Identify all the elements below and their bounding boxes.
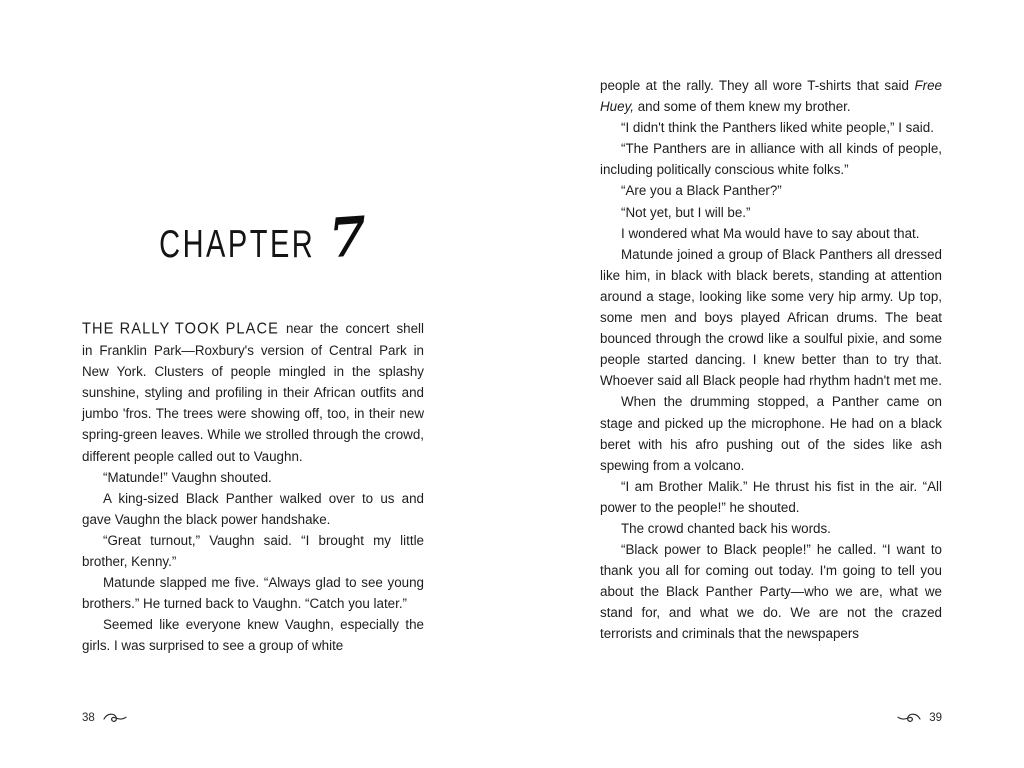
paragraph — [600, 75, 942, 117]
right-page-body — [600, 0, 942, 645]
italic-title: Free Huey, — [600, 78, 942, 115]
paragraph: “Matunde!” Vaughn shouted. — [103, 469, 272, 485]
paragraph: “The Panthers are in alliance with all kinds of people, including politically conscious white folks.” — [600, 141, 942, 178]
paragraph: A king-sized Black Panther walked over to us and gave Vaughn the black power handshake. — [82, 490, 424, 527]
swash-ornament-icon — [896, 712, 922, 724]
paragraph: I wondered what Ma would have to say about that. — [621, 225, 920, 241]
swash-ornament-icon — [102, 712, 128, 724]
paragraph-text: near the concert shell in Franklin Park—Roxbury's version of Central Park in New York. Clusters of people mingled in the splashy sunshine, styling and profiling in their African outfits and jumbo 'fros. The trees were showing off, too, in their new spring-green leaves. While we strolled through the crowd, different people called out to Vaughn. — [82, 321, 424, 464]
chapter-label: CHAPTER — [159, 223, 316, 267]
folio-left — [82, 712, 128, 724]
paragraph: Matunde joined a group of Black Panthers all dressed like him, in black with black berets, standing at attention around a stage, looking like some very hip army. Up top, some men and boys played African drums. The beat bounced through the crowd like a soulful pixie, and some people started dancing. I knew better than to try that. Whoever said all Black people had rhythm hadn't met me. — [600, 246, 942, 389]
page-number: 39 — [929, 712, 942, 724]
paragraph: “Not yet, but I will be.” — [621, 204, 751, 220]
paragraph — [82, 318, 424, 467]
paragraph-text: people at the rally. They all wore T-shirts that said — [600, 78, 915, 93]
paragraph: When the drumming stopped, a Panther came on stage and picked up the microphone. He had on a black beret with his afro pushing out of the sides like ash spewing from a volcano. — [600, 394, 942, 473]
page-number: 38 — [82, 712, 95, 724]
paragraph: “Great turnout,” Vaughn said. “I brought my little brother, Kenny.” — [82, 532, 424, 570]
paragraph: “I am Brother Malik.” He thrust his fist in the air. “All power to the people!” he shouted. — [600, 478, 942, 515]
left-page-body — [82, 268, 424, 657]
chapter-heading-inner — [159, 203, 369, 271]
paragraph: The crowd chanted back his words. — [621, 520, 831, 536]
opening-phrase: THE RALLY TOOK PLACE — [82, 320, 279, 338]
chapter-heading — [82, 0, 424, 271]
paragraph: Matunde slapped me five. “Always glad to see young brothers.” He turned back to Vaughn. “Catch you later.” — [82, 575, 424, 612]
paragraph-text-after: and some of them knew my brother. — [634, 99, 851, 115]
paragraph: “Black power to Black people!” he called. “I want to thank you all for coming out today. I'm going to tell you about the Black Panther Party—who we are, what we stand for, and what we do. We are not the crazed terrorists and criminals that the newspapers — [600, 542, 942, 642]
chapter-number: 7 — [327, 203, 369, 271]
folio-right — [896, 712, 942, 724]
right-page — [512, 0, 1024, 768]
paragraph: Seemed like everyone knew Vaughn, especially the girls. I was surprised to see a group of white — [82, 617, 424, 654]
paragraph: “I didn't think the Panthers liked white people,” I said. — [621, 120, 934, 136]
paragraph: “Are you a Black Panther?” — [621, 183, 782, 199]
